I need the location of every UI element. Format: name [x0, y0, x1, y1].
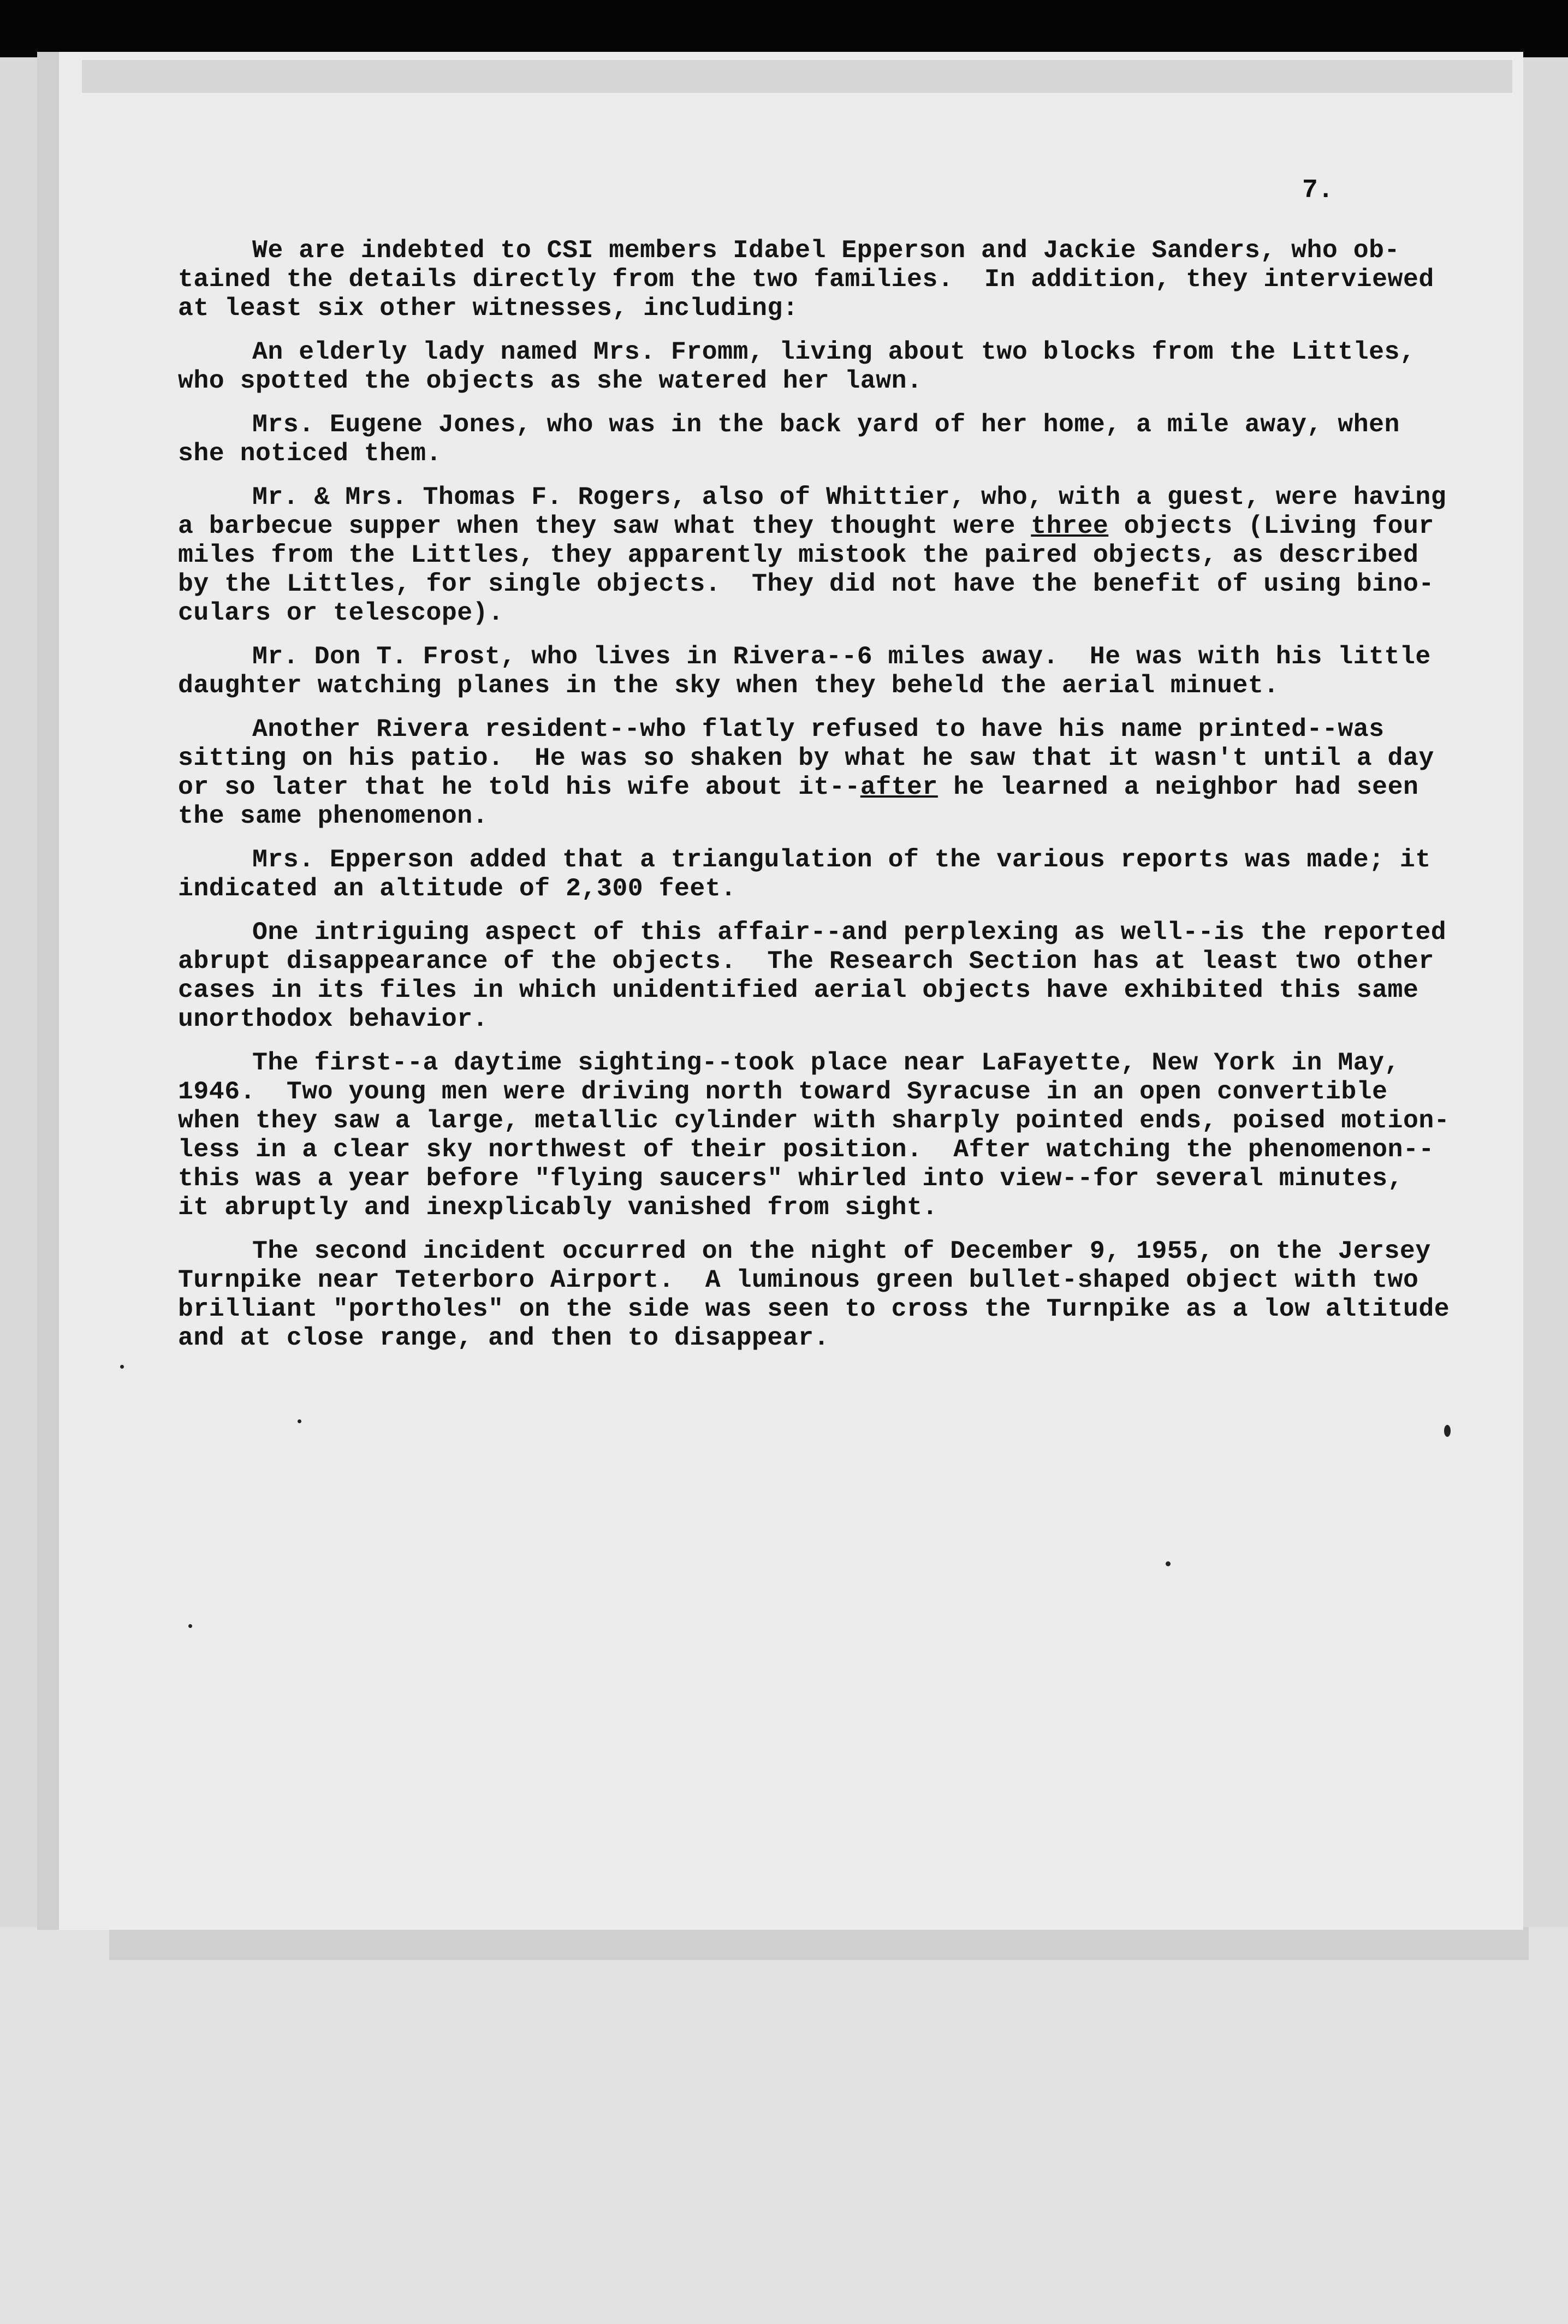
speck [120, 1365, 124, 1369]
paragraph [178, 410, 1434, 468]
text-line: 1946. Two young men were driving north toward Syracuse in an open convertible [178, 1077, 1388, 1106]
paragraph [178, 715, 1434, 830]
scan-border-top [0, 0, 1568, 57]
text-line: culars or telescope). [178, 598, 504, 627]
paragraph [178, 483, 1447, 627]
text-line: Mr. & Mrs. Thomas F. Rogers, also of Whittier, who, with a guest, were having [252, 483, 1447, 512]
speck [1166, 1561, 1171, 1566]
text-segment: objects (Living four [1108, 512, 1434, 540]
text-line [178, 772, 1434, 801]
text-line: who spotted the objects as she watered her lawn. [178, 366, 923, 395]
text-line: cases in its files in which unidentified aerial objects have exhibited this same [178, 976, 1419, 1005]
text-line: by the Littles, for single objects. They did not have the benefit of using bino- [178, 569, 1434, 598]
underlined-text: three [1031, 512, 1109, 540]
text-line: abrupt disappearance of the objects. The Research Section has at least two other [178, 947, 1434, 976]
text-line: when they saw a large, metallic cylinder with sharply pointed ends, poised motion- [178, 1106, 1450, 1135]
text-line: indicated an altitude of 2,300 feet. [178, 874, 737, 903]
text-line: Mrs. Eugene Jones, who was in the back yard of her home, a mile away, when [252, 410, 1400, 439]
text-line: Another Rivera resident--who flatly refused to have his name printed--was [252, 715, 1385, 744]
paragraph [178, 236, 1434, 323]
speck [1444, 1425, 1451, 1437]
text-segment: he learned a neighbor had seen [937, 772, 1419, 801]
text-line: unorthodox behavior. [178, 1005, 489, 1033]
paragraph [178, 845, 1434, 903]
text-line: Mr. Don T. Frost, who lives in Rivera--6 miles away. He was with his little [252, 642, 1431, 671]
text-line: The first--a daytime sighting--took place near LaFayette, New York in May, [252, 1048, 1400, 1077]
page-header-band [82, 60, 1512, 93]
text-line: The second incident occurred on the night of December 9, 1955, on the Jersey [252, 1237, 1431, 1265]
text-line: at least six other witnesses, including: [178, 294, 799, 323]
paragraph [178, 337, 1434, 395]
text-line: brilliant "portholes" on the side was seen to cross the Turnpike as a low altitude [178, 1294, 1450, 1323]
text-line: tained the details directly from the two families. In addition, they interviewed [178, 265, 1434, 294]
text-line: Turnpike near Teterboro Airport. A luminous green bullet-shaped object with two [178, 1265, 1419, 1294]
text-line: this was a year before "flying saucers" whirled into view--for several minutes, [178, 1164, 1403, 1193]
underlying-sheet [0, 1927, 1568, 2324]
text-line: An elderly lady named Mrs. Fromm, living about two blocks from the Littles, [252, 337, 1416, 366]
text-line: daughter watching planes in the sky when they beheld the aerial minuet. [178, 671, 1279, 700]
text-line: the same phenomenon. [178, 801, 489, 830]
document-body [178, 236, 1450, 1367]
speck [188, 1624, 192, 1628]
text-line: miles from the Littles, they apparently mistook the paired objects, as described [178, 540, 1419, 569]
text-line [178, 512, 1434, 540]
text-line: and at close range, and then to disappear. [178, 1323, 829, 1352]
text-segment: a barbecue supper when they saw what they thought were [178, 512, 1031, 540]
paragraph [178, 1237, 1450, 1352]
text-segment: or so later that he told his wife about it-- [178, 772, 860, 801]
text-line: it abruptly and inexplicably vanished from sight. [178, 1193, 938, 1222]
text-line: sitting on his patio. He was so shaken by what he saw that it wasn't until a day [178, 744, 1434, 772]
underlined-text: after [860, 772, 938, 801]
sheet-shadow [109, 1927, 1529, 1960]
text-line: she noticed them. [178, 439, 442, 468]
paragraph [178, 1048, 1450, 1222]
text-line: Mrs. Epperson added that a triangulation of the various reports was made; it [252, 845, 1431, 874]
text-line: One intriguing aspect of this affair--and perplexing as well--is the reported [252, 918, 1447, 947]
text-line: less in a clear sky northwest of their position. After watching the phenomenon-- [178, 1135, 1434, 1164]
page-number: 7. [1302, 176, 1334, 205]
text-line: We are indebted to CSI members Idabel Epperson and Jackie Sanders, who ob- [252, 236, 1400, 265]
paragraph [178, 642, 1434, 700]
paragraph [178, 918, 1447, 1033]
speck [298, 1419, 301, 1423]
